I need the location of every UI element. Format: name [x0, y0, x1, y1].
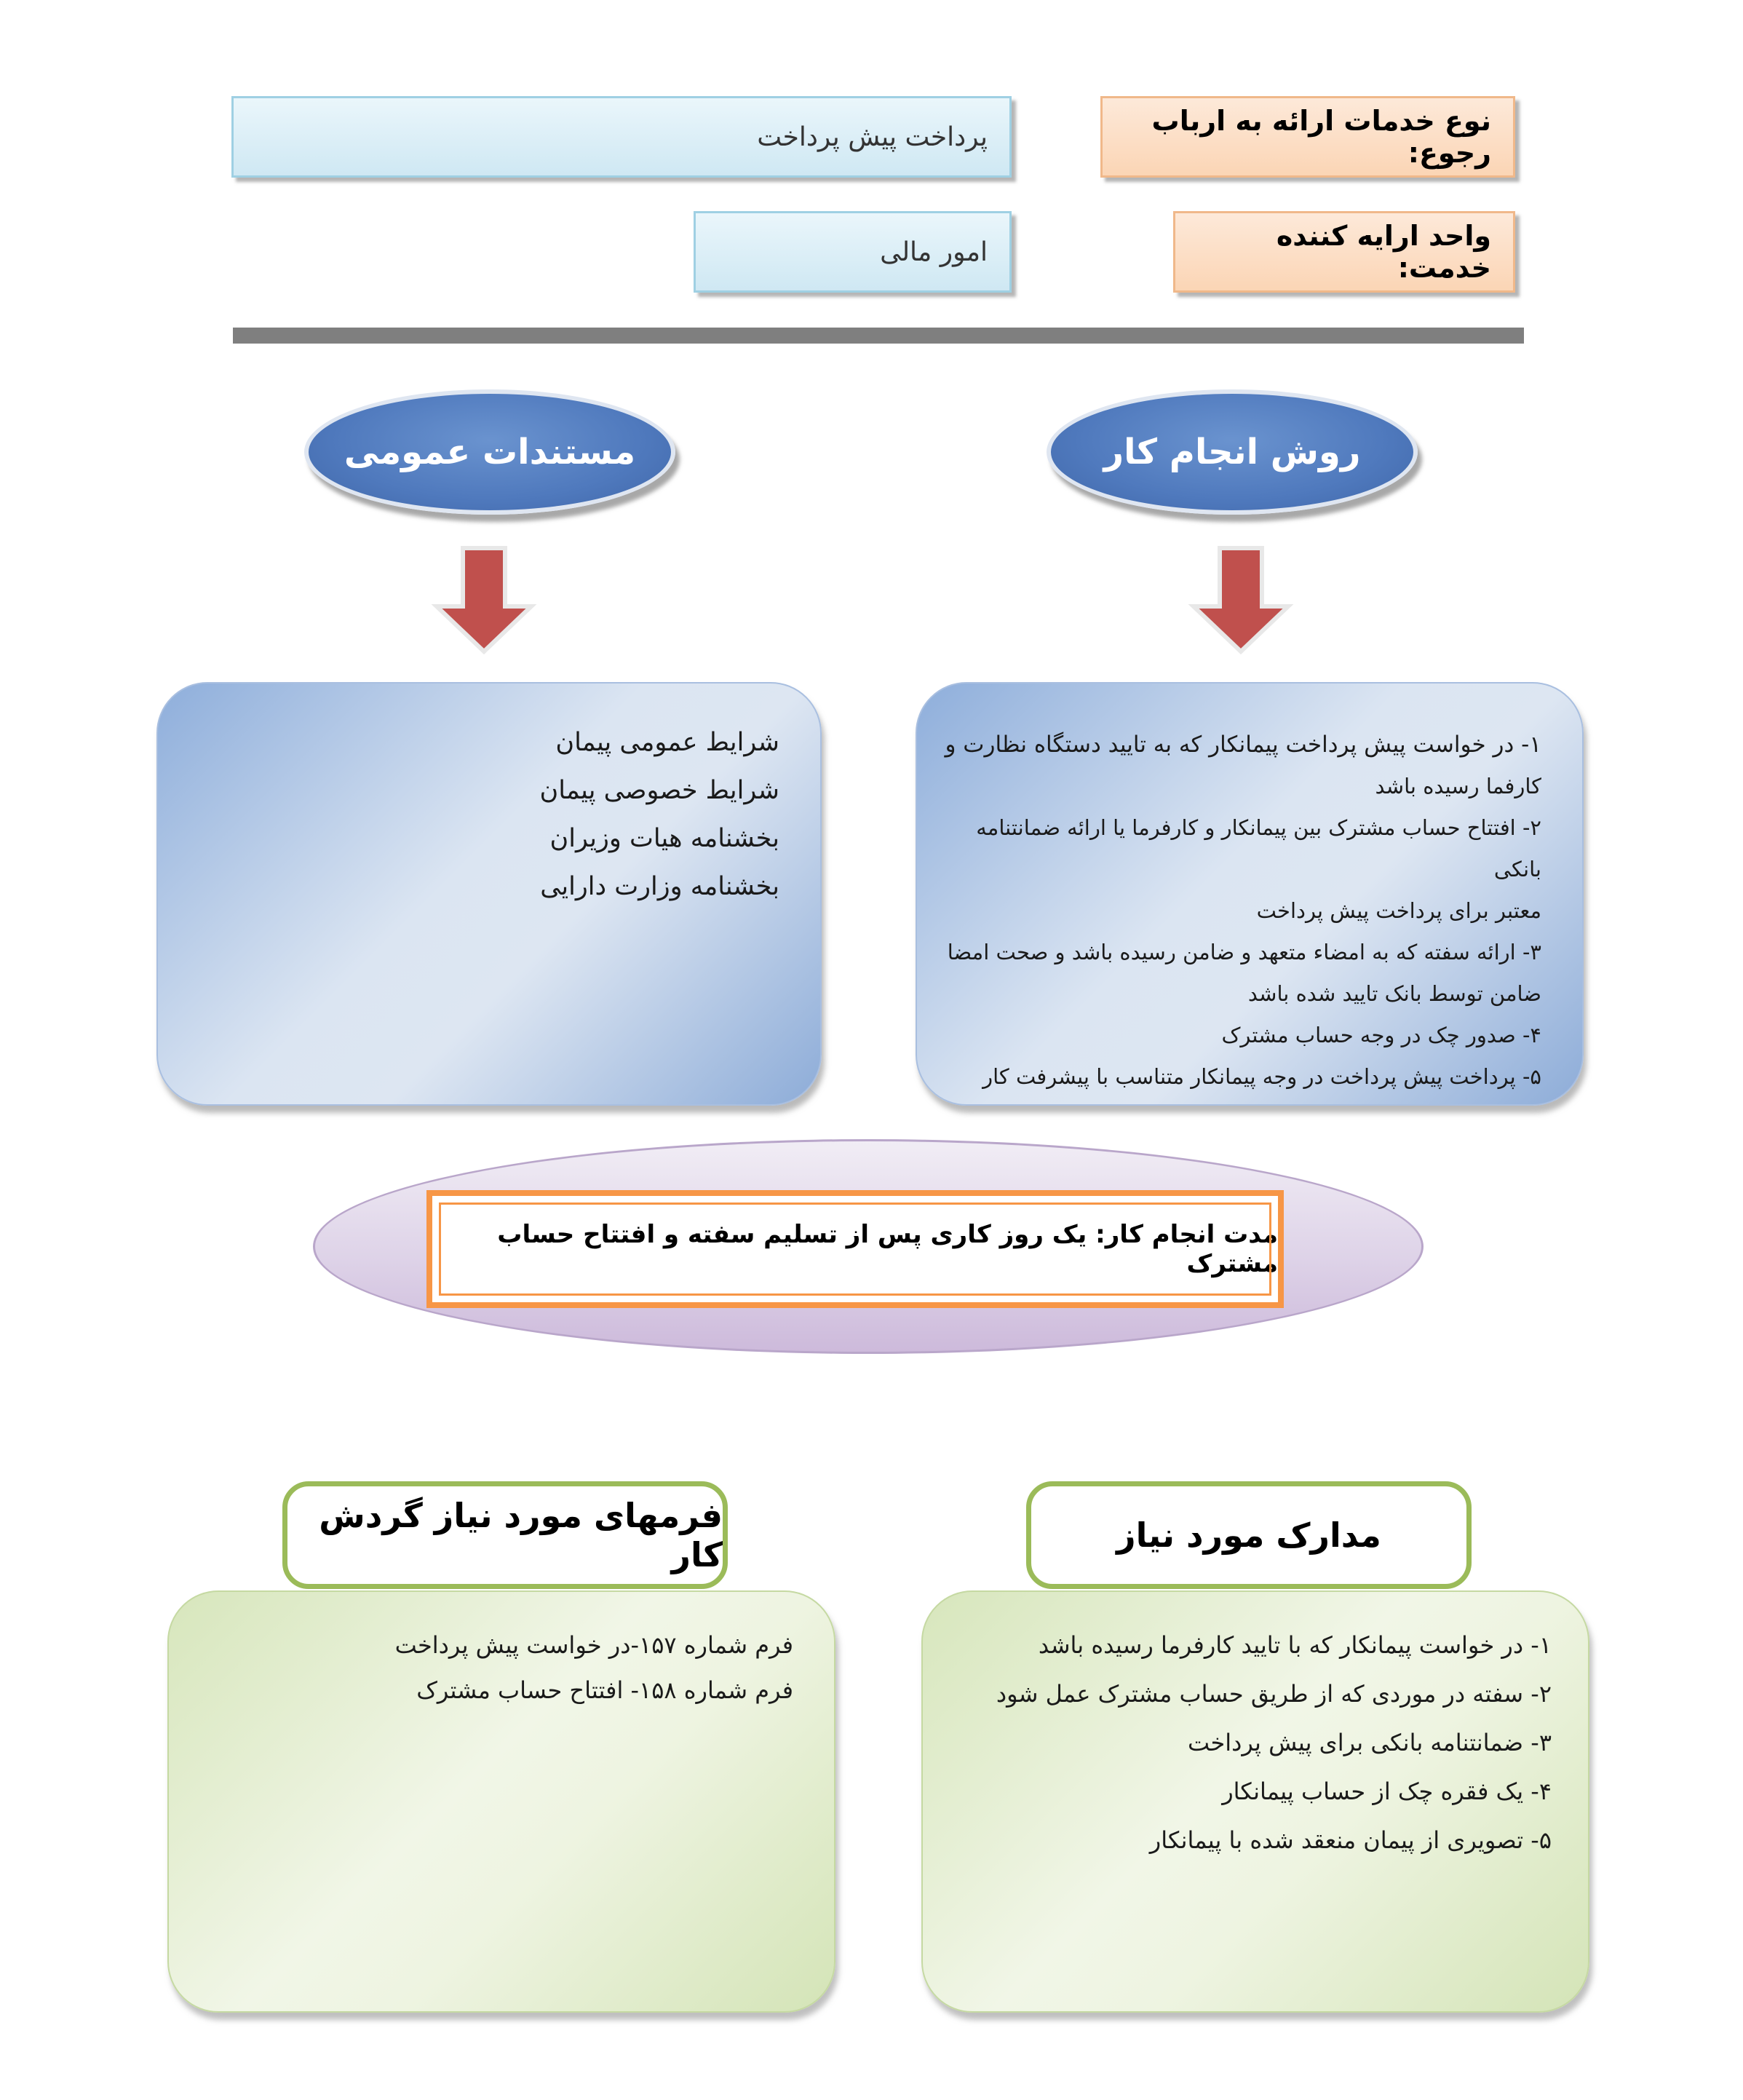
- procedure-step: ۱- در خواست پیش پرداخت پیمانکار که به تایید دستگاه نظارت و: [945, 732, 1541, 758]
- procedure-step: ۳- ارائه سفته که به امضاء متعهد و ضامن رسیده باشد و صحت امضا: [947, 940, 1541, 964]
- workflow-form-item: فرم شماره ۱۵۸- افتتاح حساب مشترک: [416, 1676, 793, 1704]
- duration-text: مدت انجام کار: یک روز کاری پس از تسلیم سفته و افتتاح حساب مشترک: [497, 1220, 1278, 1278]
- service-type-label: [1100, 96, 1515, 178]
- required-doc-item: ۱- در خواست پیمانکار که با تایید کارفرما رسیده باشد: [1038, 1631, 1552, 1659]
- service-type-value: [231, 96, 1012, 178]
- procedure-steps: [945, 724, 1541, 1098]
- general-doc-item: بخشنامه وزارت دارایی: [540, 872, 779, 901]
- provider-unit-value: [694, 211, 1012, 293]
- procedure-title: [1047, 389, 1418, 515]
- procedure-box: [916, 682, 1584, 1106]
- required-docs-box: [921, 1590, 1589, 2013]
- general-docs-title: [304, 389, 675, 515]
- general-doc-item: شرایط خصوصی پیمان: [539, 776, 779, 805]
- service-type-value-text: پرداخت پیش پرداخت: [757, 122, 988, 152]
- header-divider: [233, 328, 1524, 344]
- procedure-title-text: روش انجام کار: [1103, 432, 1361, 472]
- general-docs-list: [270, 718, 779, 911]
- workflow-forms-box: [167, 1590, 835, 2013]
- workflow-forms-title: [282, 1481, 728, 1589]
- provider-unit-label: [1173, 211, 1515, 293]
- general-doc-item: بخشنامه هیات وزیران: [549, 824, 779, 853]
- workflow-forms-title-text: فرمهای مورد نیاز گردش کار: [319, 1496, 723, 1574]
- required-docs-title-text: مدارک مورد نیاز: [1116, 1515, 1381, 1555]
- provider-unit-value-text: امور مالی: [880, 237, 988, 267]
- general-docs-title-text: مستندات عمومی: [344, 432, 636, 472]
- service-type-label-text: نوع خدمات ارائه به ارباب رجوع:: [1151, 105, 1491, 169]
- duration-box: [426, 1190, 1284, 1308]
- procedure-step: ۴- صدور چک در وجه حساب مشترک: [1221, 1023, 1541, 1047]
- general-doc-item: شرایط عمومی پیمان: [555, 728, 779, 757]
- procedure-step: ضامن توسط بانک تایید شده باشد: [1247, 981, 1541, 1006]
- required-docs-list: [955, 1621, 1552, 1865]
- procedure-step: ۲- افتتاح حساب مشترک بین پیمانکار و کارفرما یا ارائه ضمانتنامه بانکی: [976, 815, 1541, 881]
- required-docs-title: [1026, 1481, 1472, 1589]
- procedure-step: معتبر برای پرداخت پیش پرداخت: [1256, 898, 1541, 923]
- procedure-step: کارفما رسیده باشد: [1375, 774, 1541, 799]
- workflow-form-item: فرم شماره ۱۵۷-در خواست پیش پرداخت: [394, 1631, 793, 1659]
- provider-unit-label-text: واحد ارایه کننده خدمت:: [1276, 220, 1491, 284]
- required-doc-item: ۵- تصویری از پیمان منعقد شده با پیمانکار: [1149, 1826, 1552, 1854]
- required-doc-item: ۲- سفته در موردی که از طریق حساب مشترک عمل شود: [996, 1680, 1552, 1708]
- general-docs-box: [156, 682, 822, 1106]
- required-doc-item: ۴- یک فقره چک از حساب پیمانکار: [1222, 1778, 1552, 1805]
- procedure-step: ۵- پرداخت پیش پرداخت در وجه پیمانکار متناسب با پیشرفت کار: [982, 1064, 1541, 1089]
- arrow-down-icon: [1186, 542, 1295, 659]
- workflow-forms-list: [211, 1622, 793, 1713]
- required-doc-item: ۳- ضمانتنامه بانکی برای پیش پرداخت: [1188, 1729, 1552, 1756]
- arrow-down-icon: [429, 542, 539, 659]
